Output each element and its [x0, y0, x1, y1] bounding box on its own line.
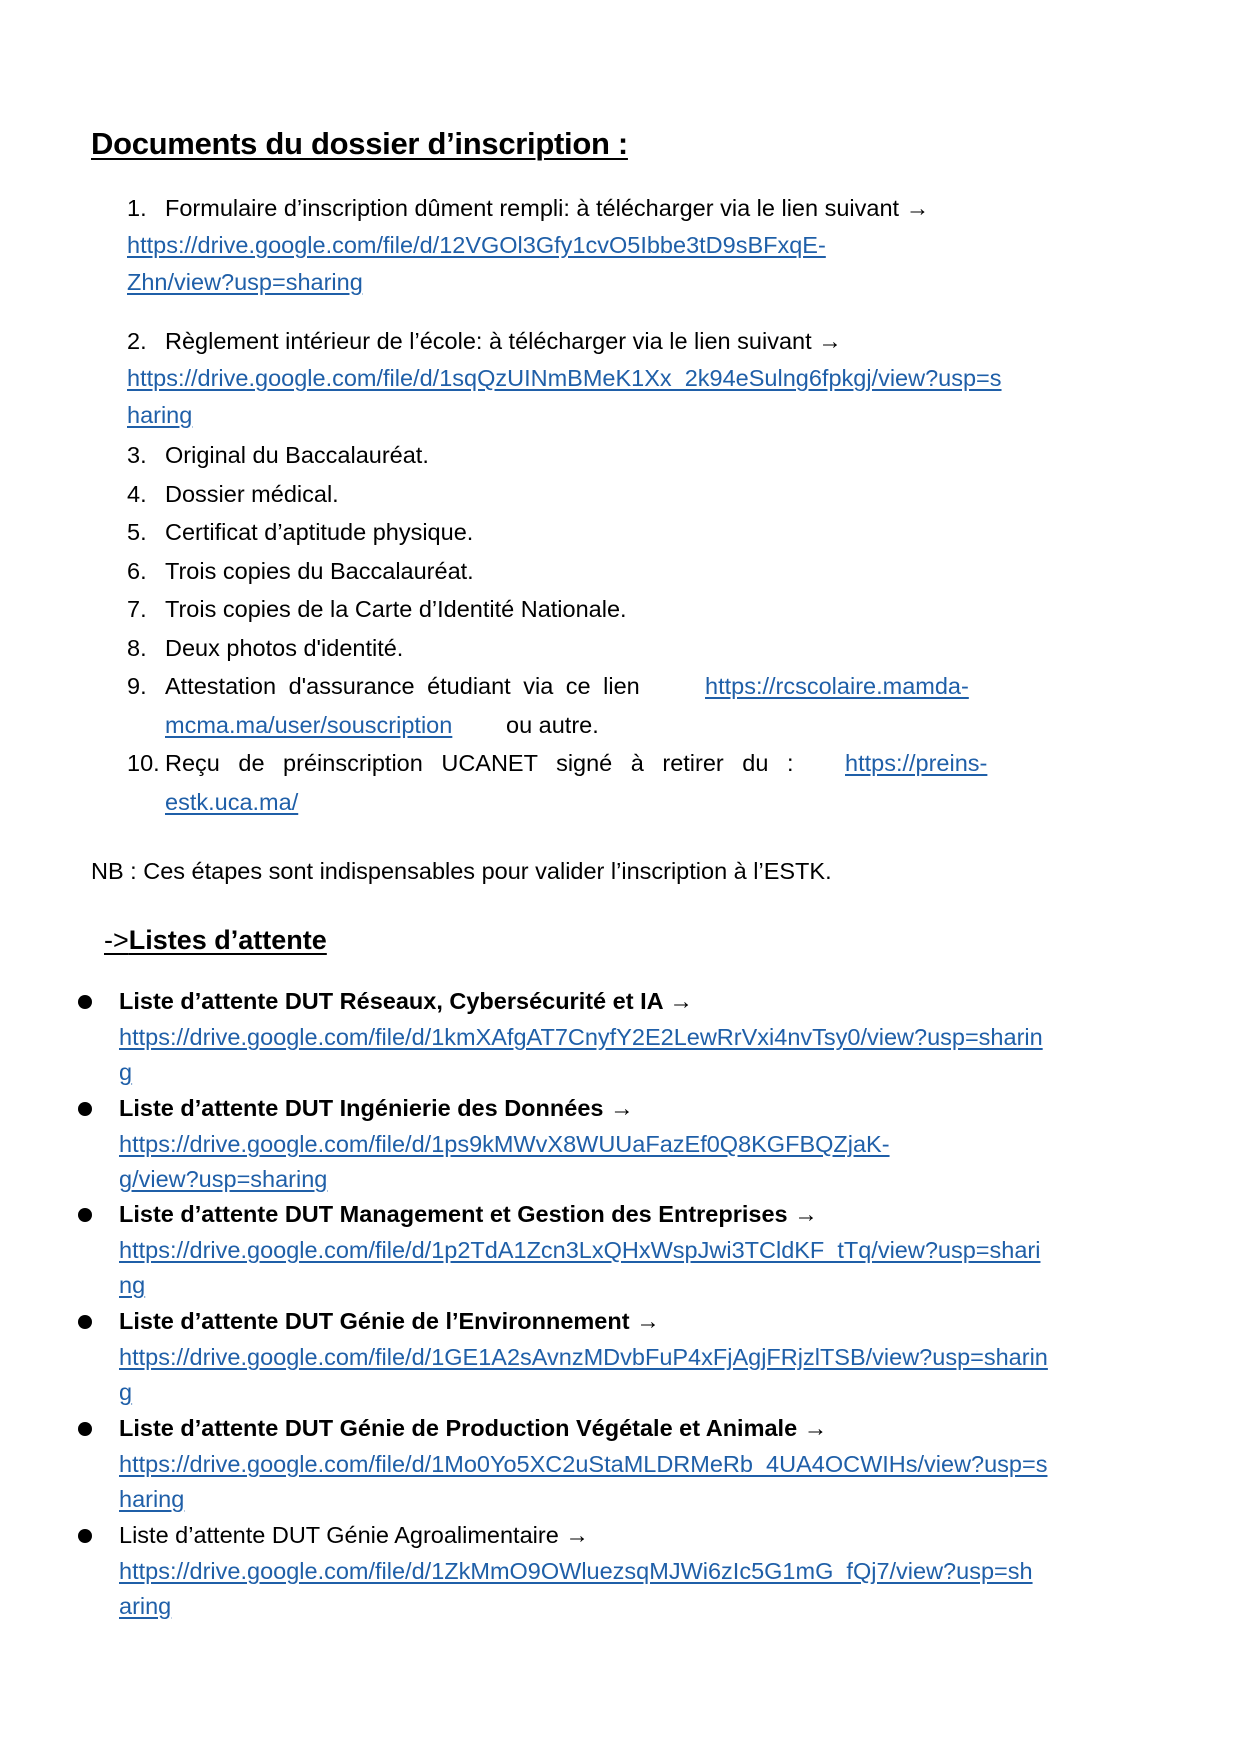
formulaire-link-cont[interactable]: Zhn/view?usp=sharing: [127, 269, 363, 295]
document-item-6: [127, 553, 474, 590]
bullet-icon: [78, 1102, 92, 1116]
item-text: Dossier médical.: [165, 481, 339, 507]
bullet-icon: [78, 1208, 92, 1222]
waiting-list-link[interactable]: https://drive.google.com/file/d/1kmXAfgAT7CnyfY2E2LewRrVxi4nvTsy0/view?usp=sharin: [119, 1024, 1043, 1050]
ucanet-link-cont[interactable]: estk.uca.ma/: [165, 789, 299, 815]
waiting-list-link[interactable]: https://drive.google.com/file/d/1Mo0Yo5XC2uStaMLDRMeRb_4UA4OCWIHs/view?usp=s: [119, 1451, 1048, 1477]
item-number: 7.: [127, 596, 147, 622]
document-item-10: [127, 745, 793, 782]
item-number: 5.: [127, 519, 147, 545]
item-text: Formulaire d’inscription dûment rempli: à télécharger via le lien suivant →: [165, 195, 930, 221]
item-text: Certificat d’aptitude physique.: [165, 519, 474, 545]
ucanet-link[interactable]: https://preins-: [845, 750, 988, 776]
waiting-list-link-cont[interactable]: g: [119, 1059, 133, 1085]
page-title: Documents du dossier d’inscription :: [91, 126, 628, 161]
waiting-list-link[interactable]: https://drive.google.com/file/d/1ZkMmO9OWluezsqMJWi6zIc5G1mG_fQj7/view?usp=sh: [119, 1558, 1033, 1584]
document-item-8: [127, 630, 403, 667]
bullet-icon: [78, 1422, 92, 1436]
waiting-heading-text: Listes d’attente: [128, 925, 327, 955]
item-number: 8.: [127, 635, 147, 661]
waiting-list-label: Liste d’attente DUT Réseaux, Cybersécurité et IA →: [119, 988, 693, 1014]
item-text: Trois copies de la Carte d’Identité Nationale.: [165, 596, 627, 622]
item-number: 9.: [127, 673, 147, 699]
item-number: 3.: [127, 442, 147, 468]
item-text: Deux photos d'identité.: [165, 635, 404, 661]
bullet-icon: [78, 1315, 92, 1329]
assurance-link[interactable]: https://rcscolaire.mamda-: [705, 673, 969, 699]
document-item-4: [127, 476, 339, 513]
waiting-list-label: Liste d’attente DUT Génie Agroalimentaire →: [119, 1522, 589, 1548]
waiting-list-label: Liste d’attente DUT Génie de l’Environnement →: [119, 1308, 660, 1334]
reglement-link[interactable]: https://drive.google.com/file/d/1sqQzUINmBMeK1Xx_2k94eSulng6fpkgj/view?usp=s: [127, 365, 1002, 391]
waiting-lists-heading: [104, 925, 327, 956]
waiting-list-link-cont[interactable]: g: [119, 1379, 133, 1405]
item-text: Règlement intérieur de l’école: à télécharger via le lien suivant →: [165, 328, 842, 354]
waiting-list-link-cont[interactable]: ng: [119, 1272, 146, 1298]
waiting-list-label: Liste d’attente DUT Management et Gestion des Entreprises →: [119, 1201, 818, 1227]
item-text: Original du Baccalauréat.: [165, 442, 429, 468]
item-9-suffix: ou autre.: [506, 712, 599, 738]
item-number: 1.: [127, 195, 147, 221]
waiting-list-link-cont[interactable]: haring: [119, 1486, 185, 1512]
assurance-link-cont[interactable]: mcma.ma/user/souscription: [165, 712, 453, 738]
item-text: Attestation d'assurance étudiant via ce lien: [165, 673, 640, 699]
bullet-icon: [78, 1529, 92, 1543]
reglement-link-cont[interactable]: haring: [127, 402, 193, 428]
bullet-icon: [78, 995, 92, 1009]
document-item-5: [127, 514, 473, 551]
waiting-list-label: Liste d’attente DUT Ingénierie des Données →: [119, 1095, 634, 1121]
document-item-3: [127, 437, 429, 474]
document-item-1: [127, 190, 929, 227]
waiting-list-link[interactable]: https://drive.google.com/file/d/1p2TdA1Zcn3LxQHxWspJwi3TCldKF_tTq/view?usp=shari: [119, 1237, 1041, 1263]
item-number: 2.: [127, 328, 147, 354]
waiting-list-link[interactable]: https://drive.google.com/file/d/1GE1A2sAvnzMDvbFuP4xFjAgjFRjzlTSB/view?usp=sharin: [119, 1344, 1048, 1370]
item-text: Reçu de préinscription UCANET signé à retirer du :: [165, 750, 794, 776]
item-number: 10.: [127, 750, 160, 776]
item-number: 6.: [127, 558, 147, 584]
arrow-icon: ->: [104, 925, 129, 955]
waiting-list-label: Liste d’attente DUT Génie de Production Végétale et Animale →: [119, 1415, 828, 1441]
document-item-7: [127, 591, 627, 628]
item-number: 4.: [127, 481, 147, 507]
item-text: Trois copies du Baccalauréat.: [165, 558, 474, 584]
nb-note: NB : Ces étapes sont indispensables pour valider l’inscription à l’ESTK.: [91, 858, 832, 884]
formulaire-link[interactable]: https://drive.google.com/file/d/12VGOl3Gfy1cvO5Ibbe3tD9sBFxqE-: [127, 232, 826, 258]
waiting-list-link-cont[interactable]: g/view?usp=sharing: [119, 1166, 328, 1192]
waiting-list-link[interactable]: https://drive.google.com/file/d/1ps9kMWvX8WUUaFazEf0Q8KGFBQZjaK-: [119, 1131, 890, 1157]
waiting-list-link-cont[interactable]: aring: [119, 1593, 172, 1619]
document-item-2: [127, 323, 842, 360]
